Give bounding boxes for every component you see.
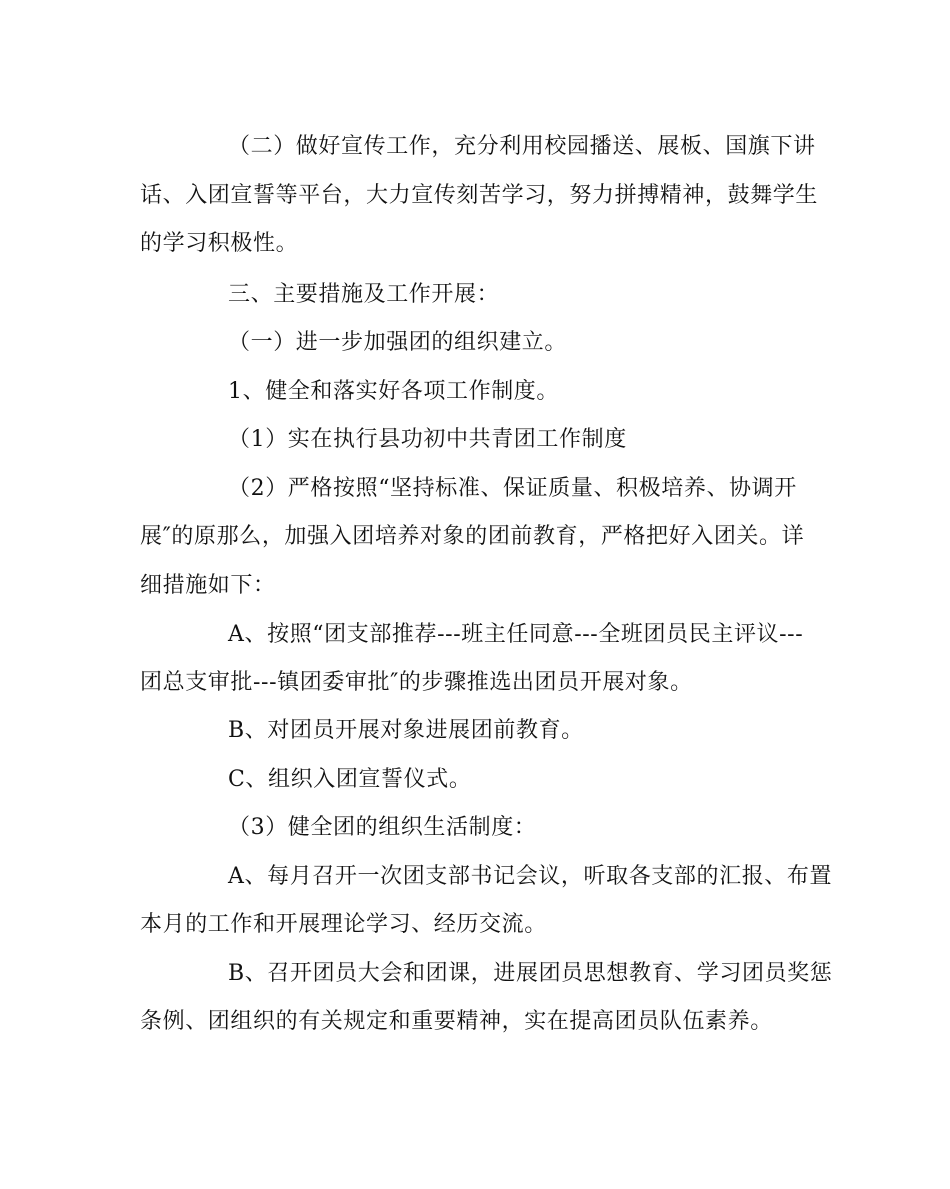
text-line: （二）做好宣传工作，充分利用校园播送、展板、国旗下讲 — [228, 134, 816, 159]
text-line: 团总支审批---镇团委审批″的步骤推选出团员开展对象。 — [140, 670, 693, 695]
text-line: 本月的工作和开展理论学习、经历交流。 — [140, 912, 547, 937]
text-line: 的学习积极性。 — [140, 231, 299, 256]
text-line: C、组织入团宣誓仪式。 — [228, 767, 472, 792]
text-line: B、对团员开展对象进展团前教育。 — [228, 718, 584, 743]
text-line: A、每月召开一次团支部书记会议，听取各支部的汇报、布置 — [228, 864, 833, 889]
text-line: 话、入团宣誓等平台，大力宣传刻苦学习，努力拼搏精神，鼓舞学生 — [140, 183, 819, 208]
text-line: 1、健全和落实好各项工作制度。 — [228, 379, 559, 404]
text-line: （3）健全团的组织生活制度： — [228, 815, 537, 840]
text-line: A、按照“团支部推荐---班主任同意---全班团员民主评议--- — [228, 622, 804, 647]
text-line: （1）实在执行县功初中共青团工作制度 — [228, 427, 627, 452]
text-line: 展″的原那么，加强入团培养对象的团前教育，严格把好入团关。详 — [140, 524, 805, 549]
text-line: 细措施如下： — [140, 573, 276, 598]
section-heading: 三、主要措施及工作开展： — [228, 282, 500, 307]
text-line: （2）严格按照“坚持标准、保证质量、积极培养、协调开 — [228, 476, 797, 501]
text-line: 条例、团组织的有关规定和重要精神，实在提高团员队伍素养。 — [140, 1009, 773, 1034]
text-line: B、召开团员大会和团课，进展团员思想教育、学习团员奖惩 — [228, 961, 833, 986]
subsection-heading: （一）进一步加强团的组织建立。 — [228, 330, 568, 355]
